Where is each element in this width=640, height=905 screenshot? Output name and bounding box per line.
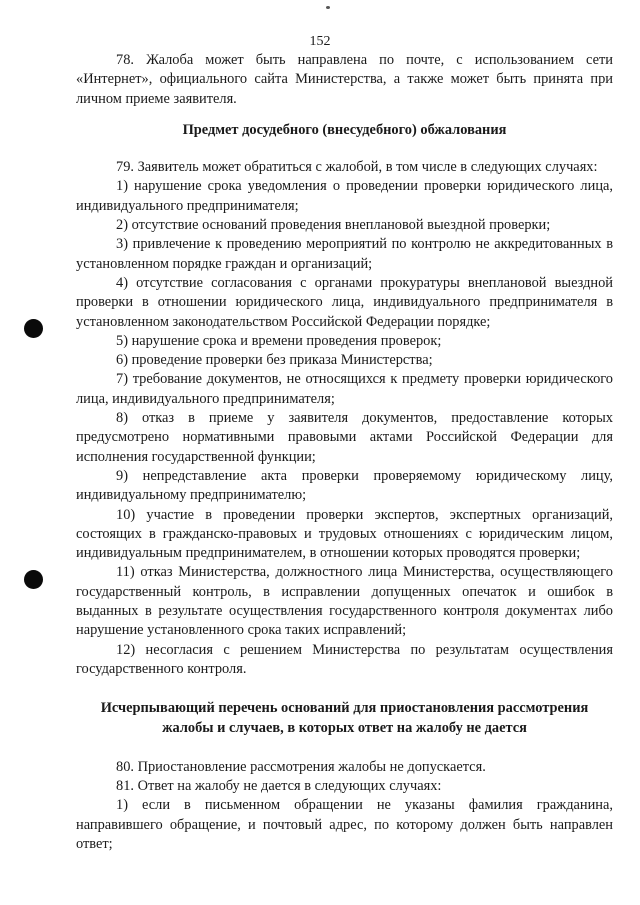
document-body [76, 51, 613, 854]
scan-speck [326, 6, 330, 9]
list-item-9: 9) непредставление акта проверки проверяемому юридическому лицу, индивидуальному предпринимателю; [76, 467, 613, 504]
list-item-8: 8) отказ в приеме у заявителя документов, предоставление которых предусмотрено нормативными правовыми актами Российской Федерации для исполнения государственной функции; [76, 410, 613, 465]
list-item-5: 5) нарушение срока и времени проведения проверок; [116, 332, 442, 349]
list-item-1: 1) нарушение срока уведомления о проведении проверки юридического лица, индивидуального предпринимателя; [76, 178, 613, 214]
list-item-2: 2) отсутствие оснований проведения внеплановой выездной проверки; [116, 217, 551, 234]
paragraph-81: 81. Ответ на жалобу не дается в следующих случаях: [116, 778, 442, 795]
list-item-4: 4) отсутствие согласования с органами прокуратуры внеплановой выездной проверки в отношении юридического лица, индивидуального предпринимателя в установленном законодательством Российской Федерации порядке; [76, 274, 613, 330]
list-item-6: 6) проведение проверки без приказа Министерства; [116, 352, 433, 369]
list-item-10: 10) участие в проведении проверки экспертов, экспертных организаций, состоящих в гражданско-правовых и трудовых отношениях с юридическим лицом, индивидуальным предпринимателем, в отношении которых проводятся проверки; [76, 506, 613, 562]
punch-hole-bottom [24, 570, 43, 589]
paragraph-80: 80. Приостановление рассмотрения жалобы не допускается. [116, 758, 486, 775]
page-number: 152 [309, 34, 331, 49]
paragraph-79: 79. Заявитель может обратиться с жалобой, в том числе в следующих случаях: [116, 159, 598, 176]
section-heading-grounds: Исчерпывающий перечень оснований для приостановления рассмотрения жалобы и случаев, в которых ответ на жалобу не дается [100, 700, 589, 736]
list-item-11: 11) отказ Министерства, должностного лица Министерства, осуществляющего государственный контроль, в исправлении допущенных опечаток и ошибок в выданных в результате осуществления государственного контроля документах либо нарушение установленного срока таких исправлений; [76, 564, 613, 639]
section-heading-subject: Предмет досудебного (внесудебного) обжалования [182, 121, 507, 138]
paragraph-78: 78. Жалоба может быть направлена по почте, с использованием сети «Интернет», официального сайта Министерства, а также может быть принята при личном приеме заявителя. [76, 52, 613, 107]
punch-hole-top [24, 319, 43, 338]
list-item-12: 12) несогласия с решением Министерства по результатам осуществления государственного контроля. [76, 641, 613, 677]
list-item-7: 7) требование документов, не относящихся к предмету проверки юридического лица, индивидуального предпринимателя; [76, 371, 613, 407]
list-item-3: 3) привлечение к проведению мероприятий по контролю не аккредитованных в установленном порядке граждан и организаций; [76, 236, 613, 272]
list-item-81-1: 1) если в письменном обращении не указаны фамилия гражданина, направившего обращение, и почтовый адрес, по которому должен быть направлен ответ; [76, 797, 613, 852]
